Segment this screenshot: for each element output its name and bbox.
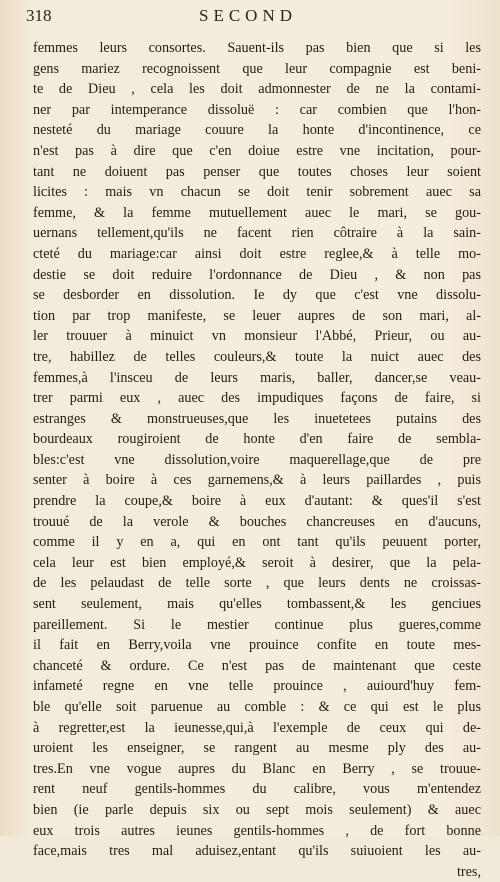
text-line: gens mariez recognoissent que leur compagnie est beni- bbox=[33, 60, 481, 77]
text-line: à regretter,est la ieunesse,qui,à l'exemple de ceux qui de- bbox=[33, 719, 481, 736]
text-line: face,mais tres mal aduisez,entant qu'ils suiuoient les au- bbox=[33, 843, 481, 860]
text-line: comme il y en a, qui en ont tant qu'ils peuuent porter, bbox=[33, 534, 481, 551]
page-number: 318 bbox=[26, 6, 52, 25]
text-line: tres.En vne vogue aupres du Blanc en Berry , se trouue- bbox=[33, 760, 481, 777]
running-title: SECOND bbox=[198, 6, 297, 25]
text-line: tant ne doiuent pas penser que toutes choses leur soient bbox=[33, 163, 481, 180]
text-line: cela leur est bien employé,& seroit à desirer, que la pela- bbox=[33, 554, 481, 571]
text-line: femme, & la femme mutuellement auec le mari, se gou- bbox=[33, 204, 481, 221]
text-line: n'est pas à dire que c'en doiue estre vne incitation, pour- bbox=[33, 142, 481, 159]
text-line: eux trois autres ieunes gentils-hommes , de fort bonne bbox=[33, 822, 481, 839]
page-header bbox=[26, 6, 470, 32]
text-line: femmes,à l'insceu de leurs maris, baller, dancer,se veau- bbox=[33, 369, 481, 386]
text-line: uernans tellement,qu'ils ne facent rien côtraire à la sain- bbox=[33, 225, 481, 242]
text-line: nesteté du mariage couure la honte d'incontinence, ce bbox=[33, 122, 481, 139]
text-line: se desborder en dissolution. Ie dy que c'est vne dissolu- bbox=[33, 287, 481, 304]
text-line: chanceté & ordure. Ce n'est pas de maintenant que ceste bbox=[33, 657, 481, 674]
text-line: trer parmi eux , auec des impudiques façons de faire, si bbox=[33, 390, 481, 407]
text-line: tre, habillez de telles couleurs,& toute la nuict auec des bbox=[33, 348, 481, 365]
text-line: tres, bbox=[456, 863, 481, 880]
text-line: destie se doit reduire l'ordonnance de Dieu , & non pas bbox=[33, 266, 481, 283]
text-line: ble qu'elle soit paruenue au comble : & ce qui est le plus bbox=[33, 699, 481, 715]
body-text bbox=[33, 38, 481, 882]
text-line: tion par trop manifeste, se leuer aupres de son mari, al- bbox=[33, 307, 481, 324]
text-line: bourdeaux rougiroient de honte d'en faire de sembla- bbox=[33, 431, 481, 448]
text-line: prendre la coupe,& boire à eux d'autant: & ques'il s'est bbox=[33, 493, 481, 510]
text-line: il fait en Berry,voila vne prouince confite en toute mes- bbox=[33, 637, 481, 654]
text-line: uroient les enseigner, se rangent au mesme ply des au- bbox=[33, 740, 481, 757]
text-line: bien (ie parle depuis six ou sept mois seulement) & auec bbox=[33, 801, 481, 818]
text-line: cteté du mariage:car ainsi doit estre reglee,& à telle mo- bbox=[33, 245, 481, 262]
text-line: rent neuf gentils-hommes du calibre, vous m'entendez bbox=[33, 781, 481, 798]
text-line: bles:c'est vne dissolution,voire maquerellage,que de pre bbox=[33, 451, 481, 468]
text-line: trouué de la verole & bouches chancreuses en d'aucuns, bbox=[33, 513, 481, 530]
text-line: te de Dieu , cela les doit admonnester de ne la contami- bbox=[33, 81, 481, 98]
text-line: estranges & monstrueuses,que les inuetetees putains des bbox=[33, 410, 481, 427]
text-line: senter à boire à ces garnemens,& à leurs paillardes , puis bbox=[33, 472, 481, 489]
text-line: pareillement. Si le mestier continue plus gueres,comme bbox=[33, 616, 481, 633]
text-line: femmes leurs consortes. Sauent-ils pas bien que si les bbox=[33, 40, 481, 56]
text-line: licites : mais vn chacun se doit tenir sobrement auec sa bbox=[33, 184, 481, 201]
text-line: sent seulement, mais qu'elles tombassent,& les genciues bbox=[33, 596, 481, 613]
text-line: infameté regne en vne telle prouince , auiourd'huy fem- bbox=[33, 678, 481, 695]
text-line: ner par intemperance dissoluë : car combien que l'hon- bbox=[33, 101, 481, 118]
text-line: ler trouuer à minuict vn monsieur l'Abbé, Prieur, ou au- bbox=[33, 328, 481, 345]
text-line: de les pelaudast de telle sorte , que leurs dents ne croissas- bbox=[33, 575, 481, 592]
